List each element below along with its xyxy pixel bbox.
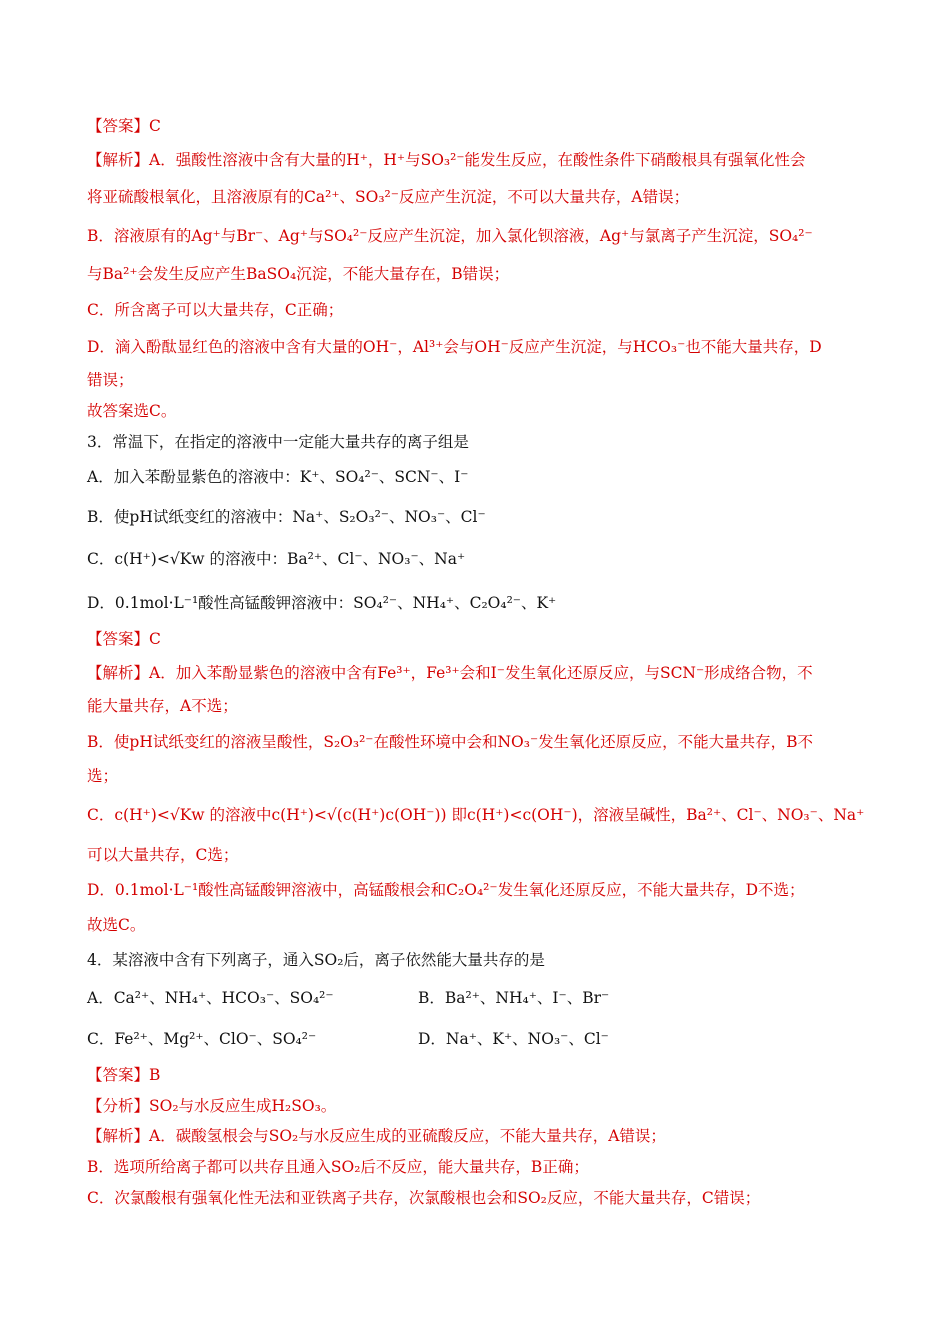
analysis-q2-line-2: 将亚硫酸根氧化，且溶液原有的Ca²⁺、SO₃²⁻反应产生沉淀，不可以大量共存，A错误； — [87, 188, 690, 206]
analysis-q2-conclusion: 故答案选C。 — [87, 402, 177, 420]
question-4-option-c: C．Fe²⁺、Mg²⁺、ClO⁻、SO₄²⁻ — [87, 1030, 317, 1048]
question-3-option-a: A．加入苯酚显紫色的溶液中：K⁺、SO₄²⁻、SCN⁻、I⁻ — [87, 468, 469, 486]
question-3-option-d: D．0.1mol·L⁻¹酸性高锰酸钾溶液中：SO₄²⁻、NH₄⁺、C₂O₄²⁻、K⁺ — [87, 594, 557, 612]
analysis-q3-line-3: B．使pH试纸变红的溶液呈酸性，S₂O₃²⁻在酸性环境中会和NO₃⁻发生氧化还原反应，不能大量共存，B不 — [87, 733, 814, 751]
answer-label-q3: 【答案】C — [87, 630, 161, 648]
analysis-q2-line-1: 【解析】A．强酸性溶液中含有大量的H⁺，H⁺与SO₃²⁻能发生反应，在酸性条件下硝酸根具有强氧化性会 — [87, 151, 806, 169]
analysis-q3-line-1: 【解析】A．加入苯酚显紫色的溶液中含有Fe³⁺，Fe³⁺会和I⁻发生氧化还原反应，与SCN⁻形成络合物，不 — [87, 664, 813, 682]
analysis-q3-line-7: D．0.1mol·L⁻¹酸性高锰酸钾溶液中，高锰酸根会和C₂O₄²⁻发生氧化还原反应，不能大量共存，D不选； — [87, 881, 805, 899]
question-3-option-b: B．使pH试纸变红的溶液中：Na⁺、S₂O₃²⁻、NO₃⁻、Cl⁻ — [87, 508, 486, 526]
question-4-option-d: D．Na⁺、K⁺、NO₃⁻、Cl⁻ — [418, 1030, 609, 1048]
analysis-q2-line-3: B．溶液原有的Ag⁺与Br⁻、Ag⁺与SO₄²⁻反应产生沉淀，加入氯化钡溶液，Ag⁺与氯离子产生沉淀，SO₄²⁻ — [87, 227, 813, 245]
question-3-option-c: C．c(H⁺)<√Kw 的溶液中：Ba²⁺、Cl⁻、NO₃⁻、Na⁺ — [87, 550, 466, 568]
analysis-q2-line-6: D．滴入酚酞显红色的溶液中含有大量的OH⁻，Al³⁺会与OH⁻反应产生沉淀，与HCO₃⁻也不能大量共存，D — [87, 338, 822, 356]
analysis-q3-conclusion: 故选C。 — [87, 916, 146, 934]
analysis-q4-line-3: C．次氯酸根有强氧化性无法和亚铁离子共存，次氯酸根也会和SO₂反应，不能大量共存，C错误； — [87, 1189, 761, 1207]
analysis-q2-line-4: 与Ba²⁺会发生反应产生BaSO₄沉淀，不能大量存在，B错误； — [87, 265, 510, 283]
question-4-option-b: B．Ba²⁺、NH₄⁺、I⁻、Br⁻ — [418, 989, 610, 1007]
analysis-q3-line-5: C．c(H⁺)<√Kw 的溶液中c(H⁺)<√(c(H⁺)c(OH⁻)) 即c(H⁺)<c(OH⁻)，溶液呈碱性，Ba²⁺、Cl⁻、NO₃⁻、Na⁺ — [87, 806, 865, 824]
question-4-option-a: A．Ca²⁺、NH₄⁺、HCO₃⁻、SO₄²⁻ — [87, 989, 334, 1007]
answer-label-q2: 【答案】C — [87, 117, 161, 135]
analysis-q3-line-2: 能大量共存，A不选； — [87, 697, 238, 715]
analysis-q3-line-4: 选； — [87, 767, 119, 785]
analysis-q4-line-1: 【解析】A．碳酸氢根会与SO₂与水反应生成的亚硫酸反应，不能大量共存，A错误； — [87, 1127, 666, 1145]
question-3-stem: 3．常温下，在指定的溶液中一定能大量共存的离子组是 — [87, 433, 469, 451]
analysis-q2-line-7: 错误； — [87, 371, 134, 389]
analysis-q3-line-6: 可以大量共存，C选； — [87, 846, 239, 864]
analysis-q4-line-2: B．选项所给离子都可以共存且通入SO₂后不反应，能大量共存，B正确； — [87, 1158, 589, 1176]
answer-label-q4: 【答案】B — [87, 1066, 161, 1084]
question-4-stem: 4．某溶液中含有下列离子，通入SO₂后，离子依然能大量共存的是 — [87, 951, 545, 969]
analysis-q4-note: 【分析】SO₂与水反应生成H₂SO₃。 — [87, 1097, 337, 1115]
analysis-q2-line-5: C．所含离子可以大量共存，C正确； — [87, 301, 344, 319]
